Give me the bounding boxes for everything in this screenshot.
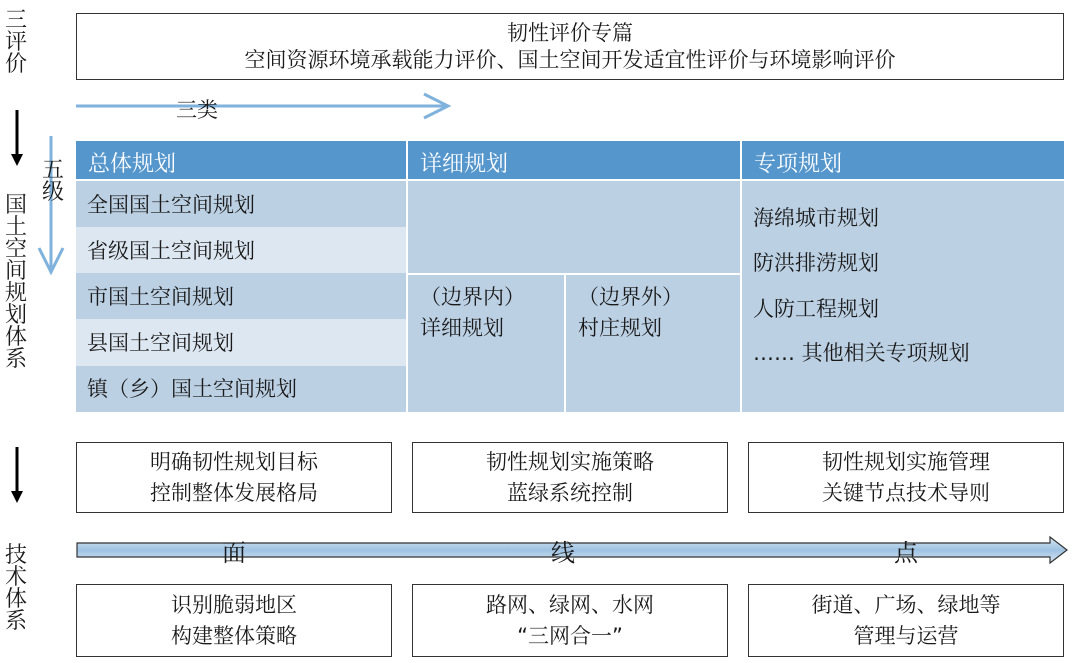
- strategy-detail-line2: 蓝绿系统控制: [507, 480, 633, 505]
- special-item-sponge-city: 海绵城市规划: [753, 206, 879, 230]
- detail-outer-cell: [566, 275, 740, 412]
- tech-line-line2: “三网合一”: [517, 623, 623, 648]
- tech-box-line: [412, 584, 728, 657]
- strategy-special-line2: 关键节点技术导则: [822, 480, 990, 505]
- tech-box-area: [76, 584, 392, 657]
- five-levels-arrow-icon: [36, 134, 66, 278]
- scale-label-area: 面: [222, 539, 246, 567]
- tech-area-line1: 识别脆弱地区: [171, 592, 297, 617]
- header-overall-plan: 总体规划: [76, 141, 406, 179]
- scale-label-line: 线: [551, 539, 575, 567]
- strategy-detail-line1: 韧性规划实施策略: [486, 449, 654, 474]
- strategy-overall-line1: 明确韧性规划目标: [150, 449, 318, 474]
- level-city: 市国土空间规划: [76, 273, 406, 319]
- special-item-flood-control: 防洪排涝规划: [753, 251, 879, 275]
- strategy-box-special: [748, 442, 1064, 513]
- detail-outer-line1: （边界外）: [578, 285, 683, 309]
- strategy-overall-line2: 控制整体发展格局: [150, 480, 318, 505]
- header-detail-plan: 详细规划: [408, 141, 740, 179]
- resilience-eval-subtitle: 空间资源环境承载能力评价、国土空间开发适宜性评价与环境影响评价: [244, 47, 896, 72]
- down-arrow-icon: [9, 110, 25, 168]
- tech-point-line2: 管理与运营: [853, 623, 959, 648]
- detail-inner-line2: 详细规划: [420, 316, 504, 340]
- tech-system-label: 技术体系: [4, 543, 27, 634]
- special-item-others: …… 其他相关专项规划: [753, 341, 970, 365]
- level-county: 县国土空间规划: [76, 319, 406, 366]
- level-township: 镇（乡）国土空间规划: [76, 366, 406, 412]
- tech-area-line2: 构建整体策略: [171, 623, 297, 648]
- tech-box-point: [748, 584, 1064, 657]
- resilience-eval-title: 韧性评价专篇: [507, 20, 633, 45]
- scale-label-point: 点: [894, 539, 918, 567]
- detail-top-area: [408, 181, 740, 273]
- tech-point-line1: 街道、广场、绿地等: [811, 592, 1001, 617]
- down-arrow-icon: [9, 447, 25, 505]
- strategy-box-detail: [412, 442, 728, 513]
- detail-inner-cell: [408, 275, 564, 412]
- detail-outer-line2: 村庄规划: [578, 316, 662, 340]
- detail-inner-line1: （边界内）: [420, 285, 525, 309]
- three-types-label: 三类: [176, 98, 218, 122]
- national-system-label: 国土空间规划体系: [4, 193, 27, 372]
- five-levels-label: 五级: [41, 158, 64, 205]
- special-item-civil-defense: 人防工程规划: [753, 297, 879, 321]
- strategy-special-line1: 韧性规划实施管理: [822, 449, 990, 474]
- three-eval-label: 三评价: [4, 8, 27, 77]
- level-provincial: 省级国土空间规划: [76, 227, 406, 273]
- resilience-eval-box: [76, 13, 1064, 80]
- tech-line-line1: 路网、绿网、水网: [486, 592, 654, 617]
- level-national: 全国国土空间规划: [76, 181, 406, 227]
- strategy-box-overall: [76, 442, 392, 513]
- header-special-plan: 专项规划: [742, 141, 1064, 179]
- three-types-arrow-icon: [74, 92, 454, 120]
